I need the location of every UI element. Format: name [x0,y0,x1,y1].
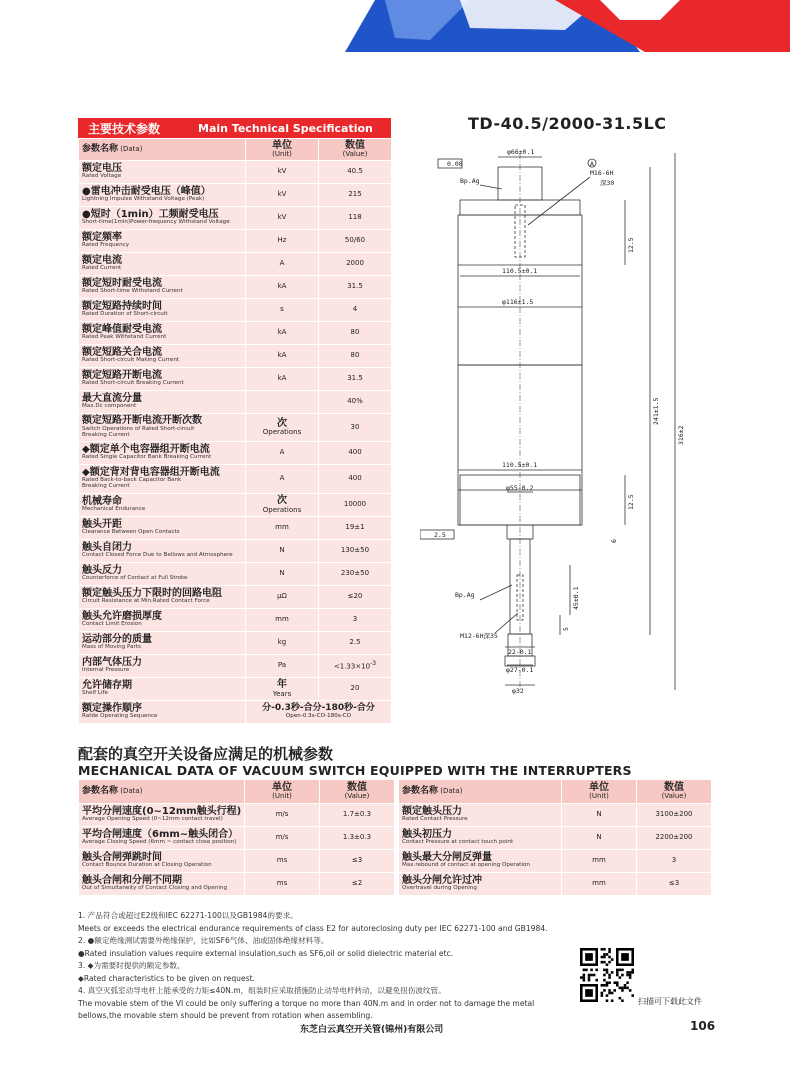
unit-cell: kA [246,345,319,368]
value-cell: 2000 [319,253,392,276]
value-cell: 400 [319,465,392,494]
value-cell: 3 [319,609,392,632]
value-cell: 31.5 [319,368,392,391]
note-line: 2. ●额定绝缘测试需要外绝缘保护，比如SF6气体、油或固体绝缘材料等。 [78,936,329,945]
value-cell: 40% [319,391,392,414]
table-row [79,253,392,276]
table-row [399,804,712,827]
table-row [79,494,392,517]
param-cell: 额定操作顺序 Ratde Operating Sequence [79,701,246,724]
note-line: ◆Rated characteristics to be given on request. [78,973,255,983]
spec-header-param: 参数名称 (Data) [79,139,246,161]
param-cell: 触头合闸和分闸不同期 Out of Simultaneity of Contact Closing and Opening [79,873,245,896]
param-cell: 额定短时耐受电流 Rated Short-time Withstand Current [79,276,246,299]
table-row [79,184,392,207]
table-row [79,655,392,678]
value-cell: ≤20 [319,586,392,609]
spec-title-en: Main Technical Specification [198,121,373,135]
dim-32: φ32 [512,687,524,695]
spec-rows-group [79,517,392,655]
param-cell: 触头开距 Clearance Between Open Contacts [79,517,246,540]
spec-header-value: 数值 (Value) [319,139,392,161]
unit-cell: kV [246,161,319,184]
dim-241: 241±1.5 [652,397,660,425]
mech-header-param: 参数名称 (Data) [79,780,245,804]
unit-cell: mm [246,609,319,632]
runout-value: 2.5 [434,531,446,539]
table-row [79,322,392,345]
dim-55: φ55-0.2 [506,484,534,492]
unit-cell: N [562,827,637,850]
param-cell: 额定电流 Rated Current [79,253,246,276]
notes [78,910,578,1023]
param-cell: 额定触头压力 Rated Contact Pressure [399,804,562,827]
datum-label: A [590,160,594,168]
table-row [79,465,392,494]
unit-cell: mm [562,850,637,873]
table-row [79,391,392,414]
mech-table-right [398,779,712,896]
dim-116: φ116±1.5 [502,298,534,306]
unit-cell: 次 Operations [246,494,319,517]
unit-cell: kA [246,322,319,345]
param-cell: 触头允许磨损厚度 Contact Limit Erosion [79,609,246,632]
param-cell: 允许储存期 Shelf Life [79,678,246,701]
flatness-value: 0.08 [447,160,463,168]
value-cell: 80 [319,345,392,368]
table-row [79,276,392,299]
unit-cell: A [246,253,319,276]
param-cell: 机械寿命 Mechanical Endurance [79,494,246,517]
table-row [79,873,395,896]
param-cell: ◆额定单个电容器组开断电流 Rated Single Capacitor Bank Breaking Current [79,442,246,465]
param-cell: 额定短路开断电流 Rated Short-circuit Breaking Current [79,368,246,391]
label-bp-ag-top: Bp.Ag [460,177,480,185]
param-cell: 额定短路持续时间 Rated Duration of Short-circuit [79,299,246,322]
value-cell: 80 [319,322,392,345]
unit-cell: N [246,563,319,586]
value-cell: 3 [637,850,712,873]
param-cell: 触头自闭力 Contact Closed Force Due to Bellows and Atmosphere [79,540,246,563]
note-line: 3. ◆为需要时提供的额定参数。 [78,961,185,970]
value-cell: 19±1 [319,517,392,540]
unit-cell [246,391,319,414]
param-cell: ●雷电冲击耐受电压（峰值） Lightning Impulse Withstand Voltage (Peak) [79,184,246,207]
dim-5: 5 [562,627,570,631]
table-row [79,230,392,253]
value-cell: 400 [319,442,392,465]
spec-table [78,138,392,724]
value-cell: 3100±200 [637,804,712,827]
dim-110-top: 110.5±0.1 [502,267,538,275]
param-cell: 额定短路开断电流开断次数 Switch Operations of Rated Short-circuit Breaking Current [79,414,246,442]
dim-6: 6 [610,539,618,543]
param-cell: 触头反力 Counterforce of Contact at Full Stroke [79,563,246,586]
dim-top-diameter: φ66±0.1 [507,148,535,156]
table-row [79,414,392,442]
table-row [399,850,712,873]
table-row [79,827,395,850]
dim-45: 45±0.1 [572,586,580,610]
table-row [79,632,392,655]
table-row [79,299,392,322]
table-row [79,701,392,724]
table-row [79,345,392,368]
unit-cell: A [246,465,319,494]
table-row [399,827,712,850]
value-cell: 40.5 [319,161,392,184]
param-cell: 触头分闸允许过冲 Overtravel during Opening [399,873,562,896]
mech-header-unit: 单位 (Unit) [245,780,320,804]
note-line: The movabie stem of the VI could be only suffering a torque no more than 40N.m and in order not to damage the metal [78,998,535,1008]
table-row [79,804,395,827]
unit-cell: N [246,540,319,563]
param-cell: 最大直流分量 Max.Dc component [79,391,246,414]
value-cell: 31.5 [319,276,392,299]
table-row [79,678,392,701]
mech-left-rows [79,804,395,896]
note-line: bellows,the movable stem should be prevent from rotation when assembling. [78,1011,373,1020]
value-cell: 10000 [319,494,392,517]
value-cell: 215 [319,184,392,207]
dim-deep30: 深30 [600,179,615,187]
param-cell: ●短时（1min）工频耐受电压 Short-time(1min)Power-frequency Withstand Voltage [79,207,246,230]
param-cell: 额定峰值耐受电流 Rated Peak Withstand Current [79,322,246,345]
label-bp-ag-bottom: Bp.Ag [455,591,475,599]
mech-right-rows [399,804,712,896]
value-cell: 2.5 [319,632,392,655]
table-row [79,517,392,540]
value-cell: 230±50 [319,563,392,586]
table-row [79,540,392,563]
param-cell: 触头最大分闸反弹量 Max.rebound of contact at opening Operation [399,850,562,873]
unit-cell: s [246,299,319,322]
table-row [399,873,712,896]
qr-code[interactable] [580,948,634,1002]
mech-title-cn: 配套的真空开关设备应满足的机械参数 [78,745,334,763]
value-cell: 4 [319,299,392,322]
technical-drawing [420,145,710,705]
value-cell: ≤3 [320,850,395,873]
spec-title-cn: 主要技术参数 [88,121,161,136]
unit-cell: m/s [245,804,320,827]
dim-22: 22-0.1 [508,648,532,656]
company-name: 东芝白云真空开关管(锦州)有限公司 [300,1025,444,1035]
spec-rows-group [79,161,392,414]
value-cell: $<1.33\times 10^{-3}$ [319,655,392,678]
mech-header-unit: 单位 (Unit) [562,780,637,804]
value-cell: 1.7±0.3 [320,804,395,827]
table-row [79,563,392,586]
mech-header-param: 参数名称 (Data) [399,780,562,804]
unit-cell: kg [246,632,319,655]
value-cell: 50/60 [319,230,392,253]
value-cell: 130±50 [319,540,392,563]
param-cell: 平均合闸速度（6mm~触头闭合） Average Closing Speed (6mm ~ contact close position) [79,827,245,850]
unit-cell: kV [246,207,319,230]
param-cell: 平均分闸速度(0~12mm触头行程) Average Opening Speed (0~12mm contact travel) [79,804,245,827]
unit-cell: m/s [245,827,320,850]
sequence-cell: 分-0.3秒-合分-180秒-合分 Open-0.3s-CO-180s-CO [246,701,392,724]
table-row [79,850,395,873]
value-cell: 118 [319,207,392,230]
table-row [79,161,392,184]
unit-cell: kA [246,368,319,391]
mech-title-en: MECHANICAL DATA OF VACUUM SWITCH EQUIPPED WITH THE INTERRUPTERS [78,763,632,778]
unit-cell: kA [246,276,319,299]
spec-title-bar [78,118,391,138]
param-cell: 触头合闸弹跳时间 Contact Bounce Duration at Closing Operation [79,850,245,873]
mech-header-value: 数值 (Value) [320,780,395,804]
unit-cell: mm [246,517,319,540]
value-cell: 2200±200 [637,827,712,850]
param-cell: ◆额定背对背电容器组开断电流 Rated Back-to-back Capacitor Bank Breaking Current [79,465,246,494]
param-cell: 运动部分的质量 Mass of Moving Parts [79,632,246,655]
note-line: Meets or exceeds the electrical endurance requirements of class E2 for autoreclosing duty per IEC 62271-100 and GB1984. [78,923,548,933]
unit-cell: 年 Years [246,678,319,701]
param-cell: 内部气体压力 Internal Pressure [79,655,246,678]
unit-cell: A [246,442,319,465]
table-row [79,207,392,230]
param-cell: 额定触头压力下限时的回路电阻 Circuit Resistance at Min.Rated Contact Force [79,586,246,609]
dim-110-bottom: 110.5±0.1 [502,461,538,469]
dim-12-5-top: 12.5 [627,237,635,253]
value-cell: ≤2 [320,873,395,896]
param-cell: 额定频率 Rated Frequency [79,230,246,253]
value-cell: 30 [319,414,392,442]
spec-header-row [79,139,392,161]
unit-cell: Pa [246,655,319,678]
unit-cell: N [562,804,637,827]
mech-header-value: 数值 (Value) [637,780,712,804]
table-row [79,586,392,609]
value-cell: 20 [319,678,392,701]
param-cell: 额定短路关合电流 Rated Short-circuit Making Current [79,345,246,368]
table-row [79,368,392,391]
unit-cell: ms [245,873,320,896]
mech-header-row [399,780,712,804]
note-line: 4. 真空灭弧室动导电杆上能承受的力矩≤40N.m，组装时应采取措施防止动导电杆转动，以避免扭伤波纹管。 [78,986,446,995]
param-cell: 额定电压 Rated Voltage [79,161,246,184]
mech-header-row [79,780,395,804]
model-number: TD-40.5/2000-31.5LC [468,114,667,133]
unit-cell: μΩ [246,586,319,609]
dim-m12: M12-6H深35 [460,632,498,640]
unit-cell: 次 Operations [246,414,319,442]
value-cell: 1.3±0.3 [320,827,395,850]
unit-cell: mm [562,873,637,896]
unit-cell: Hz [246,230,319,253]
dim-12-5-bottom: 12.5 [627,494,635,510]
qr-label: 扫描可下载此文件 [638,997,702,1006]
header-decoration [0,0,790,60]
dim-316: 316±2 [677,425,685,445]
note-line: ●Rated insulation values require external insulation,such as SF6,oil or solid dielectric material etc. [78,948,454,958]
dim-27: φ27-0.1 [506,666,534,674]
unit-cell: kV [246,184,319,207]
spec-header-unit: 单位 (Unit) [246,139,319,161]
dim-m16: M16-6H [590,169,614,177]
param-cell: 触头初压力 Contact Pressure at contact touch point [399,827,562,850]
page-number: 106 [690,1019,716,1033]
table-row [79,609,392,632]
value-cell: ≤3 [637,873,712,896]
note-line: 1. 产品符合或超过E2级和IEC 62271-100以及GB1984的要求。 [78,911,298,920]
unit-cell: ms [245,850,320,873]
mech-table-left [78,779,395,896]
table-row [79,442,392,465]
